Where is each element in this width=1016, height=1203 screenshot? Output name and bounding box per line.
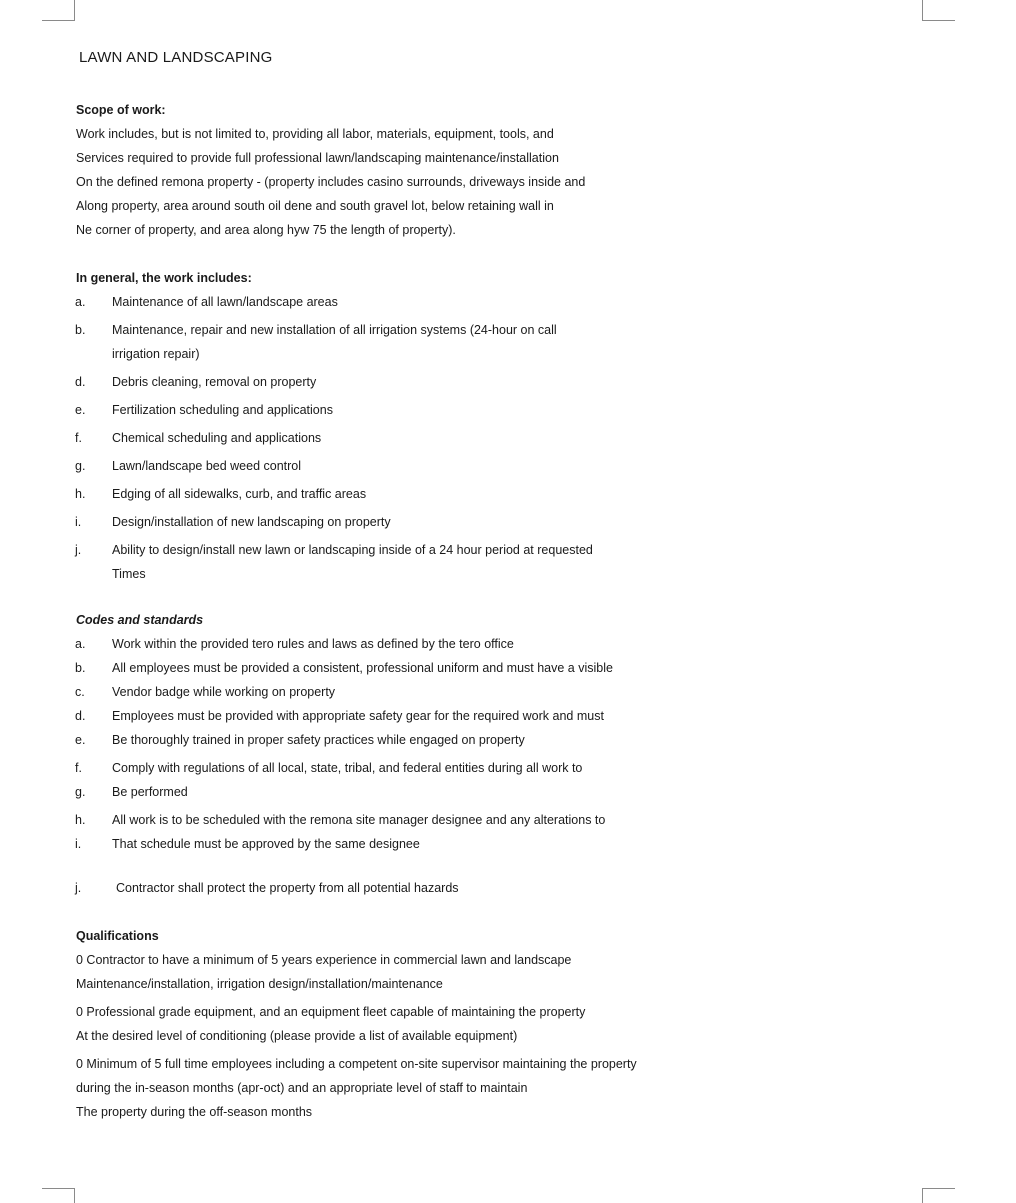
list-item [76, 398, 936, 422]
list-marker: b. [75, 323, 86, 337]
list-marker: e. [75, 733, 86, 747]
list-marker: i. [75, 515, 82, 529]
list-item-text: All work is to be scheduled with the remona site manager designee and any alterations to [112, 813, 606, 827]
list-item-text: Be thoroughly trained in proper safety practices while engaged on property [112, 733, 525, 747]
list-marker: d. [75, 709, 86, 723]
qualifications-section [76, 924, 936, 1124]
list-item-text: Times [112, 567, 146, 581]
list-item-text: Chemical scheduling and applications [112, 431, 322, 445]
list-marker: e. [75, 403, 86, 417]
scope-paragraph [76, 122, 936, 242]
qualification-line: during the in-season months (apr-oct) and an appropriate level of staff to maintain [76, 1081, 528, 1095]
document-title: LAWN AND LANDSCAPING [79, 49, 273, 66]
document-body [76, 46, 936, 1148]
qualification-line: At the desired level of conditioning (please provide a list of available equipment) [76, 1029, 518, 1043]
list-item [76, 538, 936, 586]
list-item [76, 808, 936, 832]
scope-line: Services required to provide full professional lawn/landscaping maintenance/installation [76, 151, 559, 165]
list-marker: a. [75, 295, 86, 309]
list-marker: j. [75, 881, 82, 895]
scope-line: Work includes, but is not limited to, providing all labor, materials, equipment, tools, and [76, 127, 554, 141]
qualification-item [76, 1052, 936, 1124]
list-item-text: Debris cleaning, removal on property [112, 375, 317, 389]
list-marker: d. [75, 375, 86, 389]
list-item-text: Lawn/landscape bed weed control [112, 459, 302, 473]
list-item [76, 632, 936, 656]
list-item-text: Maintenance of all lawn/landscape areas [112, 295, 338, 309]
list-item [76, 426, 936, 450]
qualification-line: 0 Professional grade equipment, and an equipment fleet capable of maintaining the property [76, 1005, 586, 1019]
list-item [76, 656, 936, 680]
list-item [76, 728, 936, 752]
list-item [76, 510, 936, 534]
list-marker: a. [75, 637, 86, 651]
list-item [76, 318, 936, 366]
crop-mark-bottom-left [42, 1188, 75, 1203]
list-item-text: Fertilization scheduling and applications [112, 403, 333, 417]
crop-mark-top-right [922, 0, 955, 21]
list-item [76, 832, 936, 856]
qualification-line: 0 Minimum of 5 full time employees including a competent on-site supervisor maintaining the property [76, 1057, 637, 1071]
list-marker: h. [75, 487, 86, 501]
qualification-line: The property during the off-season months [76, 1105, 313, 1119]
list-item-text: Employees must be provided with appropriate safety gear for the required work and must [112, 709, 604, 723]
list-item-text: Contractor shall protect the property from all potential hazards [116, 881, 459, 895]
crop-mark-bottom-right [922, 1188, 955, 1203]
list-item-text: All employees must be provided a consistent, professional uniform and must have a visible [112, 661, 613, 675]
list-item-text: Comply with regulations of all local, state, tribal, and federal entities during all work to [112, 761, 583, 775]
general-section [76, 266, 936, 586]
list-marker: g. [75, 459, 86, 473]
list-item [76, 454, 936, 478]
list-marker: c. [75, 685, 85, 699]
list-item-text: That schedule must be approved by the same designee [112, 837, 420, 851]
list-item [76, 876, 936, 900]
qualification-item [76, 948, 936, 996]
list-item [76, 756, 936, 780]
list-item [76, 290, 936, 314]
list-marker: g. [75, 785, 86, 799]
list-item-text: Vendor badge while working on property [112, 685, 336, 699]
list-item [76, 680, 936, 704]
qualifications-heading: Qualifications [76, 929, 159, 943]
list-item [76, 482, 936, 506]
list-marker: h. [75, 813, 86, 827]
list-item [76, 370, 936, 394]
list-item-text: Work within the provided tero rules and laws as defined by the tero office [112, 637, 514, 651]
scope-line: On the defined remona property - (property includes casino surrounds, driveways inside and [76, 175, 586, 189]
list-marker: f. [75, 431, 82, 445]
qualification-item [76, 1000, 936, 1048]
scope-line: Ne corner of property, and area along hyw 75 the length of property). [76, 223, 456, 237]
list-item-text: irrigation repair) [112, 347, 200, 361]
codes-section [76, 608, 936, 900]
scope-line: Along property, area around south oil dene and south gravel lot, below retaining wall in [76, 199, 554, 213]
list-marker: f. [75, 761, 82, 775]
scope-heading: Scope of work: [76, 103, 166, 117]
list-marker: j. [75, 543, 82, 557]
qualification-line: 0 Contractor to have a minimum of 5 years experience in commercial lawn and landscape [76, 953, 572, 967]
list-item-text: Maintenance, repair and new installation of all irrigation systems (24-hour on call [112, 323, 557, 337]
general-list [76, 290, 936, 586]
list-item-text: Be performed [112, 785, 188, 799]
list-item [76, 704, 936, 728]
scope-section [76, 98, 936, 242]
list-marker: i. [75, 837, 82, 851]
crop-mark-top-left [42, 0, 75, 21]
qualification-line: Maintenance/installation, irrigation design/installation/maintenance [76, 977, 443, 991]
general-heading: In general, the work includes: [76, 271, 252, 285]
list-item-text: Edging of all sidewalks, curb, and traffic areas [112, 487, 367, 501]
list-item-text: Ability to design/install new lawn or landscaping inside of a 24 hour period at requested [112, 543, 593, 557]
list-item [76, 780, 936, 804]
codes-list [76, 632, 936, 900]
list-item-text: Design/installation of new landscaping on property [112, 515, 391, 529]
codes-heading: Codes and standards [76, 613, 204, 627]
list-marker: b. [75, 661, 86, 675]
